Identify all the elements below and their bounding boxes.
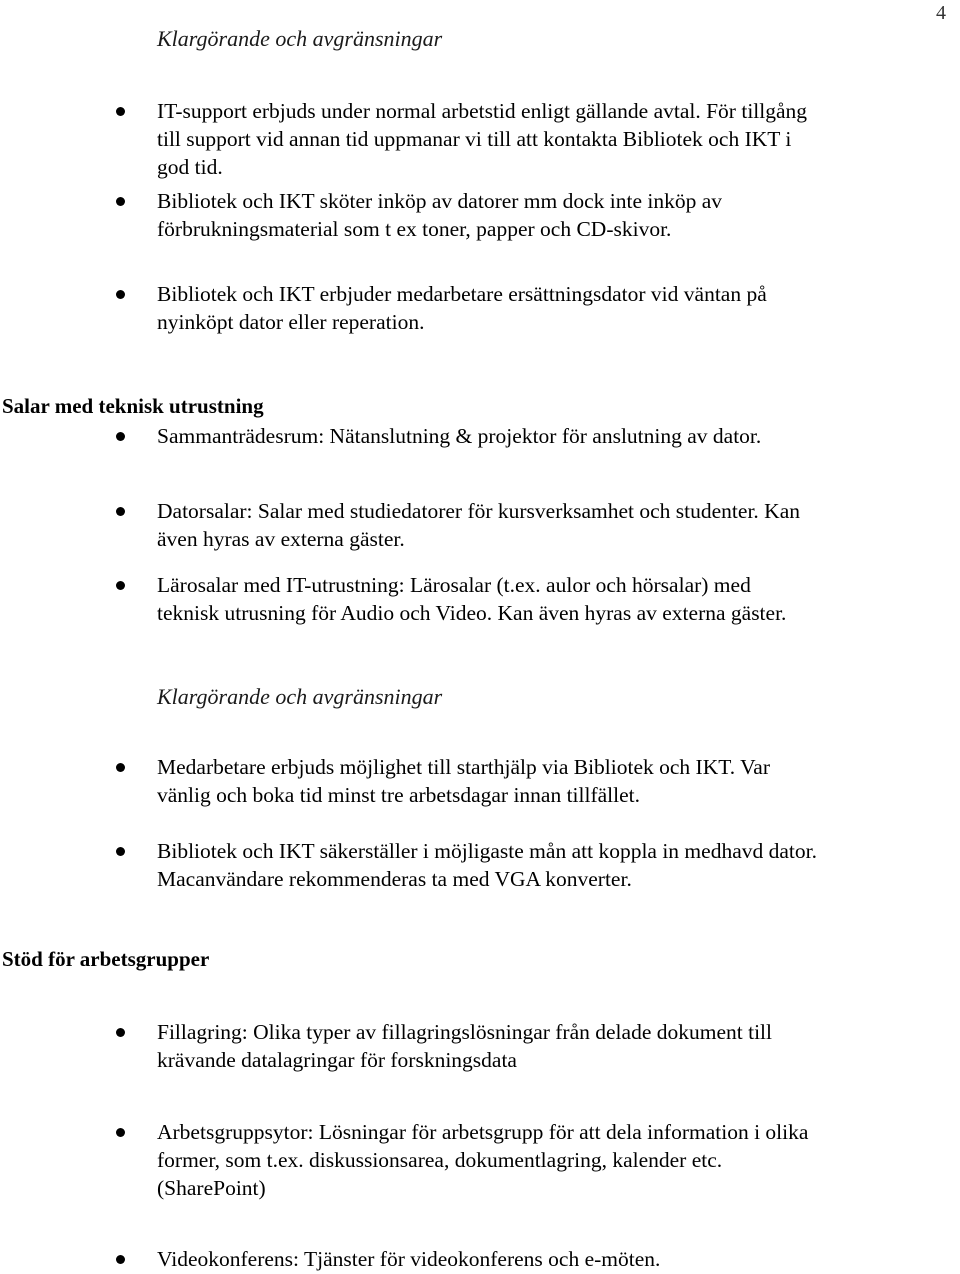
list-item bbox=[157, 571, 817, 627]
list-item bbox=[157, 753, 817, 809]
list-item bbox=[157, 280, 817, 336]
list-item-text: Videokonferens: Tjänster för videokonferens och e-möten. bbox=[157, 1247, 661, 1271]
list-item-text: Lärosalar med IT-utrustning: Lärosalar (t.ex. aulor och hörsalar) med teknisk utrusning för Audio och Video. Kan även hyras av externa gäster. bbox=[157, 573, 787, 625]
bullet-icon bbox=[116, 1128, 125, 1137]
bullet-icon bbox=[116, 507, 125, 516]
bullet-icon bbox=[116, 107, 125, 116]
subheading-clarify: Klargörande och avgränsningar bbox=[157, 26, 443, 51]
list-item bbox=[157, 97, 817, 181]
bullet-icon bbox=[116, 197, 125, 206]
bullet-icon bbox=[116, 432, 125, 441]
list-item bbox=[157, 1245, 817, 1273]
list-item-text: Bibliotek och IKT erbjuder medarbetare ersättningsdator vid väntan på nyinköpt dator eller reperation. bbox=[157, 282, 767, 334]
list-item-text: IT-support erbjuds under normal arbetstid enligt gällande avtal. För tillgång till support vid annan tid uppmanar vi till att kontakta Bibliotek och IKT i god tid. bbox=[157, 99, 808, 179]
list-item bbox=[157, 1118, 817, 1202]
list-item-text: Datorsalar: Salar med studiedatorer för kursverksamhet och studenter. Kan även hyras av externa gäster. bbox=[157, 499, 800, 551]
list-item bbox=[157, 497, 817, 553]
list-item bbox=[157, 187, 817, 243]
page-number: 4 bbox=[936, 2, 946, 24]
list-item bbox=[157, 837, 817, 893]
section-heading-rooms: Salar med teknisk utrustning bbox=[2, 394, 264, 418]
bullet-icon bbox=[116, 290, 125, 299]
subheading-clarify: Klargörande och avgränsningar bbox=[157, 684, 443, 709]
list-item bbox=[157, 1018, 817, 1074]
list-item bbox=[157, 422, 817, 450]
bullet-icon bbox=[116, 1255, 125, 1264]
bullet-icon bbox=[116, 1028, 125, 1037]
bullet-icon bbox=[116, 847, 125, 856]
list-item-text: Bibliotek och IKT sköter inköp av datorer mm dock inte inköp av förbrukningsmaterial som t ex toner, papper och CD-skivor. bbox=[157, 189, 723, 241]
section-heading-groups: Stöd för arbetsgrupper bbox=[2, 947, 210, 971]
list-item-text: Sammanträdesrum: Nätanslutning & projektor för anslutning av dator. bbox=[157, 424, 762, 448]
list-item-text: Arbetsgruppsytor: Lösningar för arbetsgrupp för att dela information i olika former, som t.ex. diskussionsarea, dokumentlagring, kalender etc. (SharePoint) bbox=[157, 1120, 809, 1200]
bullet-icon bbox=[116, 763, 125, 772]
list-item-text: Fillagring: Olika typer av fillagringslösningar från delade dokument till krävande datalagringar för forskningsdata bbox=[157, 1020, 772, 1072]
list-item-text: Medarbetare erbjuds möjlighet till starthjälp via Bibliotek och IKT. Var vänlig och boka tid minst tre arbetsdagar innan tillfället. bbox=[157, 755, 770, 807]
list-item-text: Bibliotek och IKT säkerställer i möjligaste mån att koppla in medhavd dator. Macanvändare rekommenderas ta med VGA konverter. bbox=[157, 839, 817, 891]
bullet-icon bbox=[116, 581, 125, 590]
